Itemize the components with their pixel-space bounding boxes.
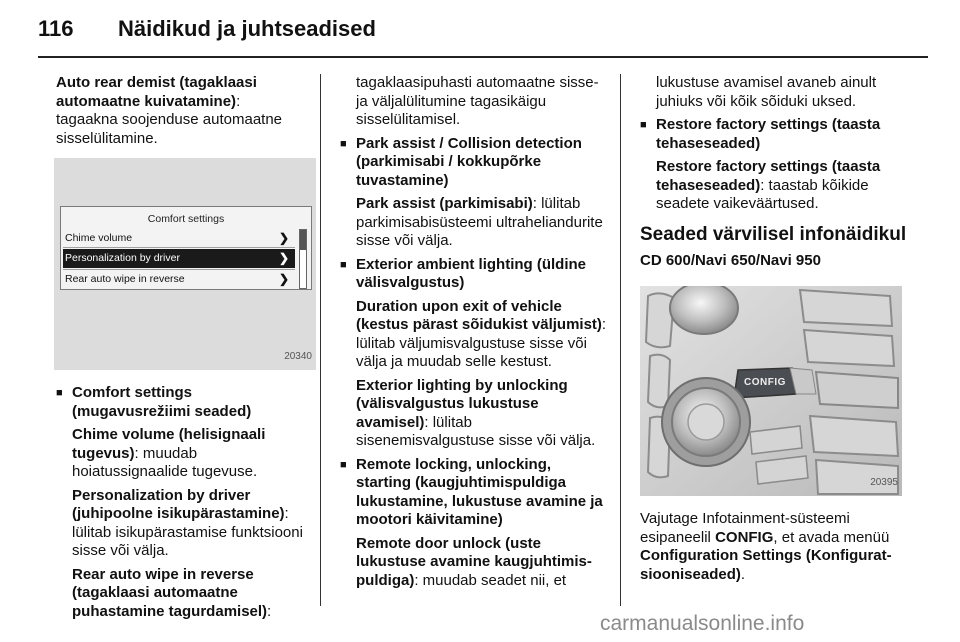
desc: : lülitab väljumisvalgustuse sisse või välja ja muudab selle kestust. [356, 316, 607, 370]
section-title: Seaded värvilisel infonäidikul [640, 223, 907, 245]
desc: : [267, 602, 272, 620]
paragraph-continued: lukustuse avamisel avaneb ainult juhiuks või kõik sõiduki uksed. [656, 74, 877, 110]
item-restore-factory [640, 158, 912, 214]
page-title: Näidikud ja juhtseadised [118, 16, 376, 41]
bullet-square-icon: ■ [56, 387, 63, 399]
chevron-right-icon: ❯ [278, 272, 289, 286]
paragraph-config-instruction [640, 510, 912, 584]
term: Personalization by driver (juhipoolne isikupärastamine) [72, 486, 285, 522]
item-park-assist [340, 195, 608, 251]
desc: : lülitab parkimisabisüsteemi ultraheliandurite sisse või välja. [356, 195, 603, 249]
figure-number: 20340 [284, 350, 312, 362]
bullet-text: Exterior ambient lighting (üldine välisvalgustus) [356, 255, 587, 291]
menu-item-rear-auto-wipe [63, 269, 295, 288]
menu-item-chime-volume [63, 229, 295, 248]
desc: : taastab kõikide seadete vaikeväärtused. [656, 176, 869, 212]
term-colon: : [236, 92, 241, 110]
bullet-exterior-lighting [340, 256, 608, 293]
column-divider-2 [620, 74, 621, 606]
paragraph-auto-rear-demist [56, 74, 312, 148]
term-auto-rear-demist: Auto rear demist (tagaklaasi automaatne kuivatamine) [56, 74, 257, 110]
bullet-square-icon: ■ [640, 119, 647, 131]
bullet-remote-locking [340, 456, 608, 530]
scrollbar [299, 229, 307, 289]
scrollbar-thumb [300, 230, 306, 250]
bullet-text: Comfort settings (mugavusrežiimi seaded) [72, 384, 252, 420]
chevron-right-icon: ❯ [278, 251, 289, 265]
figure-infotainment-panel [640, 286, 902, 496]
item-personalization [56, 487, 312, 561]
figure-number: 20395 [870, 476, 898, 488]
menu-item-label: Rear auto wipe in reverse [65, 273, 185, 285]
term: Restore factory settings (taasta tehaseseaded) [656, 158, 881, 194]
text: , et avada menüü [773, 528, 890, 546]
config-button-label: CONFIG [744, 377, 786, 388]
section-subtitle: CD 600/Navi 650/Navi 950 [640, 251, 821, 269]
term: Rear auto wipe in reverse (tagaklaasi automaatne puhastamine tagurdamisel) [72, 565, 268, 620]
column-divider-1 [320, 74, 321, 606]
bullet-text: Park assist / Collision detection (parkimisabi / kokkupõrke tuvastamine) [356, 134, 582, 189]
desc-auto-rear-demist: tagaakna soojenduse automaatne sisselülitamine. [56, 111, 283, 147]
bullet-text: Remote locking, unlocking, starting (kaugjuhtimispuldiga lukustamine, lukustuse avamine ja mootori käivitamine) [356, 455, 603, 528]
text: Vajutage Infotainment-süsteemi esipaneelil [640, 510, 850, 546]
term-config: CONFIG [715, 528, 774, 546]
watermark: carmanualsonline.info [600, 612, 805, 635]
display-screen [60, 206, 312, 290]
item-lighting-unlocking [340, 377, 608, 451]
bullet-comfort-settings [56, 384, 312, 421]
column-2 [340, 74, 608, 595]
desc: : lülitab sisenemisvalgustuse sisse või välja. [356, 413, 596, 449]
bullet-square-icon: ■ [340, 458, 347, 471]
item-chime-volume [56, 426, 312, 482]
term: Exterior lighting by unlocking (välisvalgustus lukustuse avamisel) [356, 376, 568, 431]
text: . [740, 565, 746, 583]
column-1 [56, 74, 312, 626]
item-rear-auto-wipe [56, 566, 312, 622]
chevron-right-icon: ❯ [278, 231, 289, 245]
column-3 [640, 74, 912, 589]
bullet-square-icon: ■ [340, 258, 347, 271]
item-duration-exit [340, 298, 608, 372]
term: Chime volume (helisignaali tugevus) [72, 426, 266, 462]
header-rule [38, 56, 928, 58]
desc: : muudab seadet nii, et [414, 571, 567, 589]
menu-item-label: Chime volume [65, 232, 133, 244]
item-remote-door-unlock [340, 535, 608, 591]
bullet-restore-factory [640, 116, 912, 153]
menu-item-personalization [63, 249, 295, 268]
term: Remote door unlock (uste lukustuse avamine kaugjuhtimis- puldiga) [356, 534, 592, 589]
page-header [38, 8, 928, 48]
desc: : muudab hoiatussignaalide tugevuse. [72, 444, 258, 480]
screen-title: Comfort settings [147, 213, 225, 225]
bullet-text: Restore factory settings (taasta tehaseseaded) [656, 116, 881, 152]
bullet-park-assist [340, 135, 608, 191]
bullet-square-icon: ■ [340, 137, 347, 150]
term: Duration upon exit of vehicle (kestus pärast sõidukist väljumist) [356, 297, 602, 333]
figure-comfort-settings [54, 158, 316, 370]
term: Park assist (parkimisabi) [356, 195, 533, 212]
paragraph-continued: tagaklaasipuhasti automaatne sisse- ja väljalülitumine tagasikäigu sisselülitamisel. [356, 74, 599, 128]
page-number: 116 [38, 16, 74, 41]
desc: : lülitab isikupärastamise funktsiooni sisse või välja. [72, 505, 303, 559]
term-configuration-settings: Configuration Settings (Konfigurat- siooniseaded) [640, 547, 892, 583]
menu-item-label: Personalization by driver [65, 252, 180, 264]
